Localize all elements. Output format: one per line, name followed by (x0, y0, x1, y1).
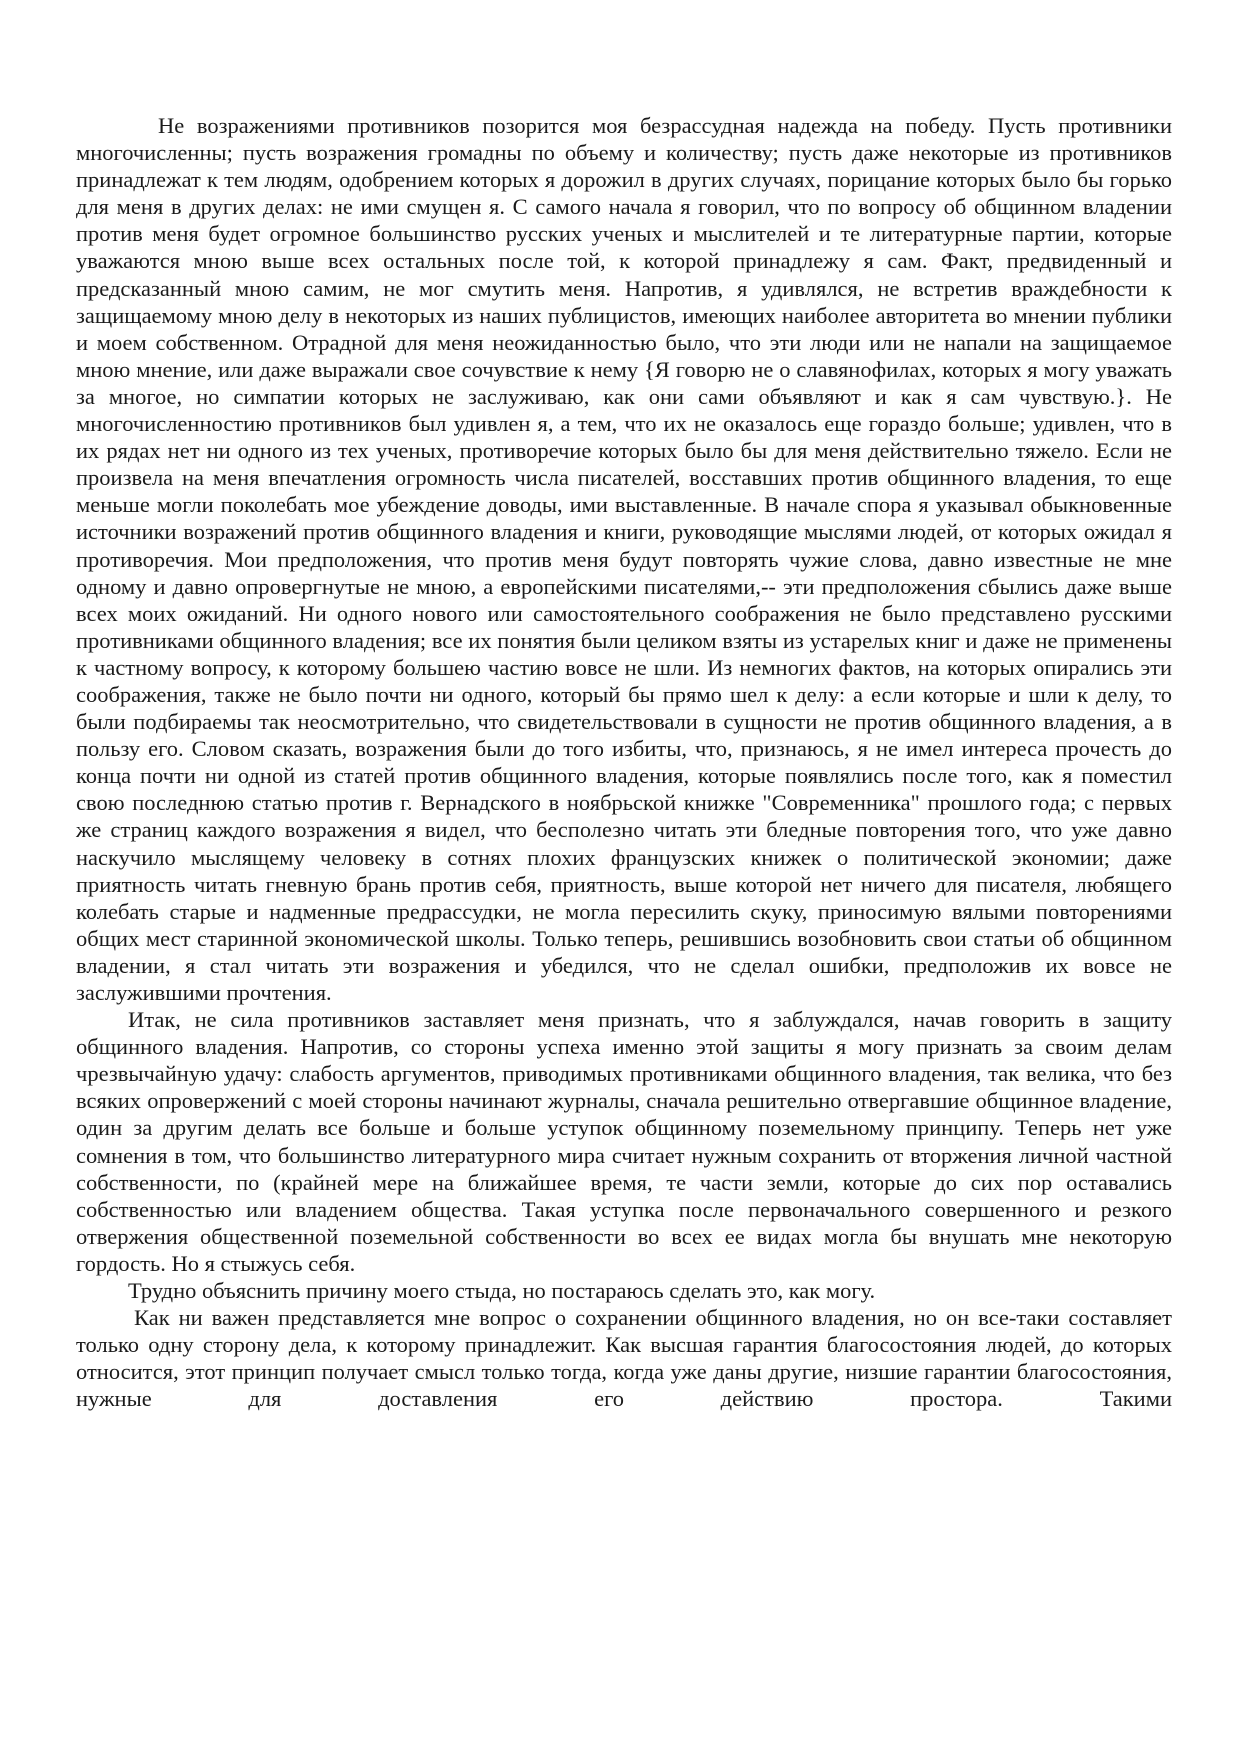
paragraph-1: Не возражениями противников позорится моя безрассудная надежда на победу. Пусть противники многочисленны; пусть возражения громадны по объему и количеству; пусть даже некоторые из противников принадлежат к тем людям, одобрением которых я дорожил в других случаях, порицание которых было бы горько для меня в других делах: не ими смущен я. С самого начала я говорил, что по вопросу об общинном владении против меня будет огромное большинство русских ученых и мыслителей и те литературные партии, которые уважаются мною выше всех остальных после той, к которой принадлежу я сам. Факт, предвиденный и предсказанный мною самим, не мог смутить меня. Напротив, я удивлялся, не встретив враждебности к защищаемому мною делу в некоторых из наших публицистов, имеющих наиболее авторитета во мнении публики и моем собственном. Отрадной для меня неожиданностью было, что эти люди или не напали на защищаемое мною мнение, или даже выражали свое сочувствие к нему {Я говорю не о славянофилах, которых я могу уважать за многое, но симпатии которых не заслуживаю, как они сами объявляют и как я сам чувствую.}. Не многочисленностию противников был удивлен я, а тем, что их не оказалось еще гораздо больше; удивлен, что в их рядах нет ни одного из тех ученых, противоречие которых было бы для меня действительно тяжело. Если не произвела на меня впечатления огромность числа писателей, восставших против общинного владения, то еще меньше могли поколебать мое убеждение доводы, ими выставленные. В начале спора я указывал обыкновенные источники возражений против общинного владения и книги, руководящие мыслями людей, от которых ожидал я противоречия. Мои предположения, что против меня будут повторять чужие слова, давно известные не мне одному и давно опровергнутые не мною, а европейскими писателями,-- эти предположения сбылись даже выше всех моих ожиданий. Ни одного нового или самостоятельного соображения не было представлено русскими противниками общинного владения; все их понятия были целиком взяты из устарелых книг и даже не применены к частному вопросу, к которому большею частию вовсе не шли. Из немногих фактов, на которых опирались эти соображения, также не было почти ни одного, который бы прямо шел к делу: а если которые и шли к делу, то были подбираемы так неосмотрительно, что свидетельствовали в сущности не против общинного владения, а в пользу его. Словом сказать, возражения были до того избиты, что, признаюсь, я не имел интереса прочесть до конца почти ни одной из статей против общинного владения, которые появлялись после того, как я поместил свою последнюю статью против г. Вернадского в ноябрьской книжке "Современника" прошлого года; с первых же страниц каждого возражения я видел, что бесполезно читать эти бледные повторения того, что уже давно наскучило мыслящему человеку в сотнях плохих французских книжек о политической экономии; даже приятность читать гневную брань против себя, приятность, выше которой нет ничего для писателя, любящего колебать старые и надменные предрассудки, не могла пересилить скуку, приносимую вялыми повторениями общих мест старинной экономической школы. Только теперь, решившись возобновить свои статьи об общинном владении, я стал читать эти возражения и убедился, что не сделал ошибки, предположив их вовсе не заслужившими прочтения. (76, 113, 1172, 1005)
paragraph-4: Как ни важен представляется мне вопрос о сохранении общинного владения, но он все-таки составляет только одну сторону дела, к которому принадлежит. Как высшая гарантия благосостояния людей, до которых относится, этот принцип получает смысл только тогда, когда уже даны другие, низшие гарантии благосостояния, нужные для доставления его действию простора. Такими (76, 1305, 1172, 1412)
paragraph-3: Трудно объяснить причину моего стыда, но постараюсь сделать это, как могу. (128, 1278, 876, 1304)
document-page (76, 112, 1172, 1413)
paragraph-2: Итак, не сила противников заставляет меня признать, что я заблуждался, начав говорить в защиту общинного владения. Напротив, со стороны успеха именно этой защиты я могу признать за своим делам чрезвычайную удачу: слабость аргументов, приводимых противниками общинного владения, так велика, что без всяких опровержений с моей стороны начинают журналы, сначала решительно отвергавшие общинное владение, один за другим делать все больше и больше уступок общинному поземельному принципу. Теперь нет уже сомнения в том, что большинство литературного мира считает нужным сохранить от вторжения личной частной собственности, по (крайней мере на ближайшее время, те части земли, которые до сих пор оставались собственностью или владением общества. Такая уступка после первоначального совершенного и резкого отвержения общественной поземельной собственности во всех ее видах могла бы внушать мне некоторую гордость. Но я стыжусь себя. (76, 1007, 1172, 1276)
